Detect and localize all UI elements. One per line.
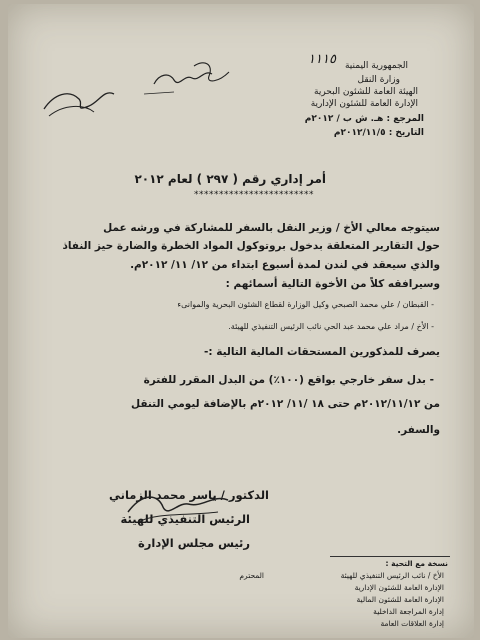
header-ministry: وزارة النقل (357, 75, 400, 85)
order-title: أمر إداري رقم ( ٢٩٧ ) لعام ٢٠١٢ (134, 172, 326, 186)
body-line-4: وسيرافقه كلاً من الأخوة التالية أسمائهم : (225, 278, 440, 290)
copies-respected: المحترم (239, 571, 264, 580)
signature-scribble-icon (118, 482, 238, 532)
copies-item-4: إدارة المراجعة الداخلية (373, 607, 444, 616)
copies-item-3: الإدارة العامة للشئون المالية (356, 595, 444, 604)
document-page (8, 4, 474, 638)
signatory-title-2: رئيس مجلس الإدارة (137, 536, 250, 550)
body-line-8: والسفر. (397, 424, 440, 436)
copies-item-1: الأخ / نائب الرئيس التنفيذي للهيئة (340, 571, 444, 580)
body-line-7: من ٢٠١٢/١١/١٢م حتى ١٨ /١١/ ٢٠١٢م بالإضافة ليومي التنقل (130, 398, 440, 410)
copies-item-5: إدارة العلاقات العامة (380, 619, 444, 628)
header-republic: الجمهورية اليمنية (344, 61, 408, 71)
header-reference: المرجع : هـ. ش ب / ٢٠١٢م (304, 114, 424, 124)
header-department: الإدارة العامة للشئون الإدارية (310, 99, 418, 109)
body-line-6: - بدل سفر خارجي بواقع (١٠٠٪) من البدل المقرر للفترة (143, 374, 434, 386)
handwritten-annotation-icon (34, 54, 254, 124)
copies-divider (330, 556, 450, 557)
body-line-2: حول التقارير المتعلقة بدخول بروتوكول المواد الخطرة والضارة حيز النفاذ (62, 240, 440, 252)
header-date: التاريخ : ٢٠١٢/١١/٥م (333, 128, 424, 138)
title-stars: ************************ (194, 190, 314, 200)
header-authority: الهيئة العامة للشئون البحرية (314, 87, 418, 97)
handwritten-number: ١١١٥ (308, 52, 336, 67)
copies-item-2: الإدارة العامة للشئون الإدارية (354, 583, 444, 592)
person-1: - القبطان / علي محمد الصبحي وكيل الوزارة لقطاع الشئون البحرية والموانىء (177, 300, 434, 309)
body-line-5: يصرف للمذكورين المستحقات المالية التالية :- (204, 346, 440, 358)
signatory-name: الدكتور / ياسر محمد الزماني (109, 488, 269, 502)
copies-heading: نسخة مع التحية : (385, 559, 448, 568)
signatory-title-1: الرئيس التنفيذي للهيئة (120, 512, 250, 526)
body-line-1: سيتوجه معالي الأخ / وزير النقل بالسفر للمشاركة في ورشه عمل (103, 222, 440, 234)
person-2: - الأخ / مراد علي محمد عبد الحي نائب الرئيس التنفيذي للهيئة. (228, 322, 434, 331)
body-line-3: والذي سيعقد في لندن لمدة أسبوع ابتداء من ١٢/ ١١/ ٢٠١٢م. (130, 259, 440, 271)
